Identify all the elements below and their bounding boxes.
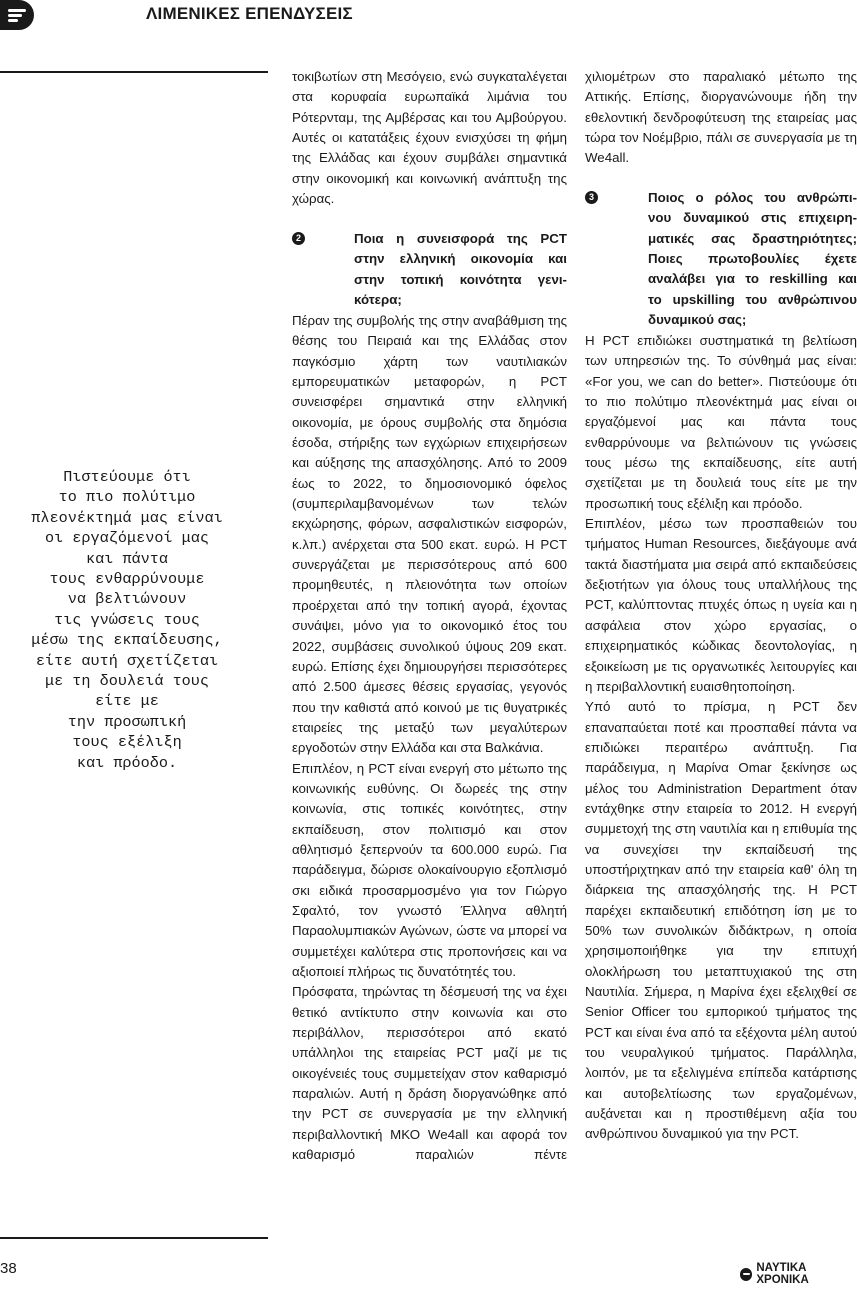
question-line: το upskilling του ανθρώπινου: [648, 291, 857, 307]
question-line: κότερα;: [354, 292, 402, 308]
brand-name: ΝΑΥΤΙΚΑ ΧΡΟΝΙΚΑ: [756, 1262, 809, 1286]
question-line: Ποια η συνεισφορά της PCT: [354, 231, 567, 246]
top-divider: [0, 71, 268, 73]
question-line: νου δυναμικού στις επιχειρη-: [648, 210, 857, 226]
question-line: δυναμικού σας;: [648, 312, 747, 328]
paragraph: τοκιβωτίων στη Μεσόγειο, ενώ συγκαταλέγεται στα κορυφαία ευρωπαϊκά λιμάνια του Ρότερνταμ, της Αμβέρσας και του Αμβούργου. Αυτές οι κατατάξεις έχουν ενισχύσει τη φήμη της Ελλάδας και έχουν συμβάλει σημαντικά στην οικονομική και κοινωνική ανάπτυξη της χώρας.: [292, 69, 567, 207]
question-line: αναλάβει για το reskilling και: [648, 271, 857, 287]
question-line: ματικές σας δραστηριότητες;: [648, 230, 857, 246]
paragraph: Πέραν της συμβολής της στην αναβάθμιση της θέσης του Πειραιά και της Ελλάδας στον παγκόσμιο χάρτη των ναυτιλιακών εμπορευματικών μεταφορών, η PCT συνεισφέρει σημαντικά στην ελληνική οικονομία, με όρους συμβολής στα δημόσια έσοδα, στήριξης των εγχώριων επιχειρήσεων και αύξησης της απασχόλησης. Από το 2009 έως το 2022, το δημοσιονομικό όφελος (συμπεριλαμβανομένων των τελών εκχώρησης, φόρων, ασφαλιστικών εισφορών, κ.λπ.) ανέρχεται στα 500 εκατ. ευρώ. Η PCT συνεργάζεται με περισσότερους από 600 προμηθευτές, η πλειονότητα των οποίων προέρχεται από την τοπική αγορά, έχοντας συνάψει, μόνο για το οικονομικό έτος του 2022, συμβάσεις συνολικού ύψους 209 εκατ. ευρώ. Επίσης έχει δημιουργήσει περισσότερες από 2.500 άμεσες θέσεις εργασίας, γεγονός που την καθιστά από κοινού με τις θυγατρικές εταιρείες της μεταξύ των μεγαλύτερων εργοδοτών στην Ελλάδα και στα Βαλκάνια.: [292, 313, 567, 756]
paragraph: Επιπλέον, η PCT είναι ενεργή στο μέτωπο της κοινωνικής ευθύνης. Οι δωρεές της στην κοινωνία, στις τοπικές κοινότητες, στην εκπαίδευση, στον πολιτισμό και στον αθλητισμό ξεπερνούν τα 600.000 ευρώ. Για παράδειγμα, δώρισε ολοκαίνουργιο εξοπλισμό σκι ειδικά προσαρμοσμένο για τον Γιώργο Σφαλτό, τον γνωστό Έλληνα αθλητή Παραολυμπιακών Αγώνων, ώστε να μπορεί να συμμετέχει καλύτερα στις προπονήσεις και να αξιοποιεί πλήρως τις δυνατότητές του.: [292, 760, 567, 979]
question-number-badge: 2: [292, 232, 305, 245]
footer-brand: [740, 1262, 857, 1286]
paragraph: Επιπλέον, μέσω των προσπαθειών του τμήματος Human Resources, διεξάγουμε ανά τακτά διαστήματα μια σειρά από εκπαιδεύσεις δεξιοτήτων για όλους τους υπαλλήλους της PCT, καλύπτοντας πτυχές όπως η υγεία και η ασφάλεια στον χώρο εργασίας, ο επιχειρηματικός κώδικας δεοντολογίας, η εξοικείωση με τις οργανωτικές λειτουργίες και η περιβαλλοντική ευαισθητοποίηση.: [585, 516, 857, 694]
answer-3: [585, 331, 857, 1145]
right-intro: [585, 67, 857, 169]
question-line: στην ελληνική οικονομία και: [354, 251, 567, 267]
paragraph: χιλιομέτρων στο παραλιακό μέτωπο της Αττικής. Επίσης, διοργανώνουμε ήδη την εθελοντική δενδροφύτευση της εταιρείας μας τώρα τον Νοέμβριο, πάλι σε συνεργασία με τη We4all.: [585, 69, 857, 166]
quote-line: τους ενθαρρύνουμε: [49, 570, 205, 589]
quote-line: το πιο πολύτιμο: [58, 488, 196, 507]
quote-line: την προσωπική: [67, 712, 187, 731]
bottom-divider: [0, 1237, 268, 1239]
quote-line: είτε με: [95, 692, 159, 711]
paragraph: Η PCT επιδιώκει συστηματικά τη βελτίωση των υπηρεσιών της. Το σύνθημά μας είναι: «For you, we can do better». Πιστεύουμε ότι το πιο πολύτιμο πλεονέκτημά μας είναι οι εργαζόμενοί μας και πάντα τους ενθαρρύνουμε να βελτιώνουν τις γνώσεις τους μέσω της εκπαίδευσης, είτε αυτή σχετίζεται με τη δουλειά τους είτε με την προσωπική τους εξέλιξη και πρόοδο.: [585, 333, 857, 511]
answer-2: [292, 311, 567, 1165]
page-number: 38: [0, 1260, 17, 1277]
quote-line: οι εργαζόμενοί μας: [44, 529, 210, 548]
quote-line: με τη δουλειά τους: [44, 672, 210, 691]
question-line: Ποιες πρωτοβουλίες έχετε: [648, 251, 857, 267]
wave-logo-icon: [0, 0, 34, 30]
quote-line: να βελτιώνουν: [67, 590, 187, 609]
quote-line: τους εξέλιξη: [72, 733, 182, 752]
quote-line: Πιστεύουμε ότι: [63, 468, 191, 486]
question-line: Ποιος ο ρόλος του ανθρώπι-: [648, 190, 857, 205]
quote-line: τις γνώσεις τους: [54, 610, 200, 629]
quote-line: είτε αυτή σχετίζεται: [35, 651, 219, 670]
quote-line: και πάντα: [85, 549, 169, 568]
quote-line: πλεονέκτημά μας είναι: [31, 508, 223, 527]
section-title: ΛΙΜΕΝΙΚΕΣ ΕΠΕΝΔΥΣΕΙΣ: [146, 4, 353, 23]
quote-line: και πρόοδο.: [76, 753, 178, 772]
question-line: στην τοπική κοινότητα γενι-: [354, 271, 567, 287]
quote-line: μέσω της εκπαίδευσης,: [31, 631, 223, 650]
question-3-text: [648, 188, 857, 330]
question-number-badge: 3: [585, 191, 598, 204]
middle-intro: [292, 67, 567, 209]
brand-logo-icon: [740, 1268, 752, 1281]
question-2-text: [354, 229, 567, 310]
paragraph: Υπό αυτό το πρίσμα, η PCT δεν επαναπαύεται ποτέ και προσπαθεί πάντα να επιδιώκει περαιτέρω ανάπτυξη. Για παράδειγμα, η Μαρίνα Omar ξεκίνησε ως μέλος του Administration Department όταν εντάχθηκε στην εταιρεία το 2012. Η ενεργή συμμετοχή της στη ναυτιλία και η επιθυμία της να συνεχίσει την εκπαίδευσή της υποστήριχτηκαν από την εταιρεία καθ' όλη τη διάρκεια της απασχόλησής της. Η PCT παρέχει εκπαιδευτική επιδότηση ίση με το 50% των συνολικών διδάκτρων, η οποία χρησιμοποιήθηκε για την επιτυχή ολοκλήρωση του μεταπτυχιακού της στη Ναυτιλία. Σήμερα, η Μαρίνα έχει εξελιχθεί σε Senior Officer του εμπορικού τμήματος της PCT και είναι ένα από τα εξέχοντα μέλη αυτού του νευραλγικού τμήματος. Παράλληλα, λοιπόν, με τα εξελιγμένα επίπεδα κατάρτισης και αυτοβελτίωσης των εργαζομένων, αυξάνεται και η προστιθέμενη αξία του ανθρώπινου δυναμικού για την PCT.: [585, 699, 857, 1142]
paragraph: Πρόσφατα, τηρώντας τη δέσμευσή της να έχει θετικό αντίκτυπο στην κοινωνία και στο περιβάλλον, περισσότεροι από εκατό υπάλληλοι της εταιρείας PCT μαζί με τις οικογένειές τους συμμετείχαν στον καθαρισμό παραλιών. Αυτή η δράση διοργανώθηκε από την PCT σε συνεργασία με την ελληνική περιβαλλοντική ΜΚΟ We4all και αφορά τον καθαρισμό παραλιών πέντε: [292, 984, 567, 1163]
pull-quote: [18, 467, 236, 773]
